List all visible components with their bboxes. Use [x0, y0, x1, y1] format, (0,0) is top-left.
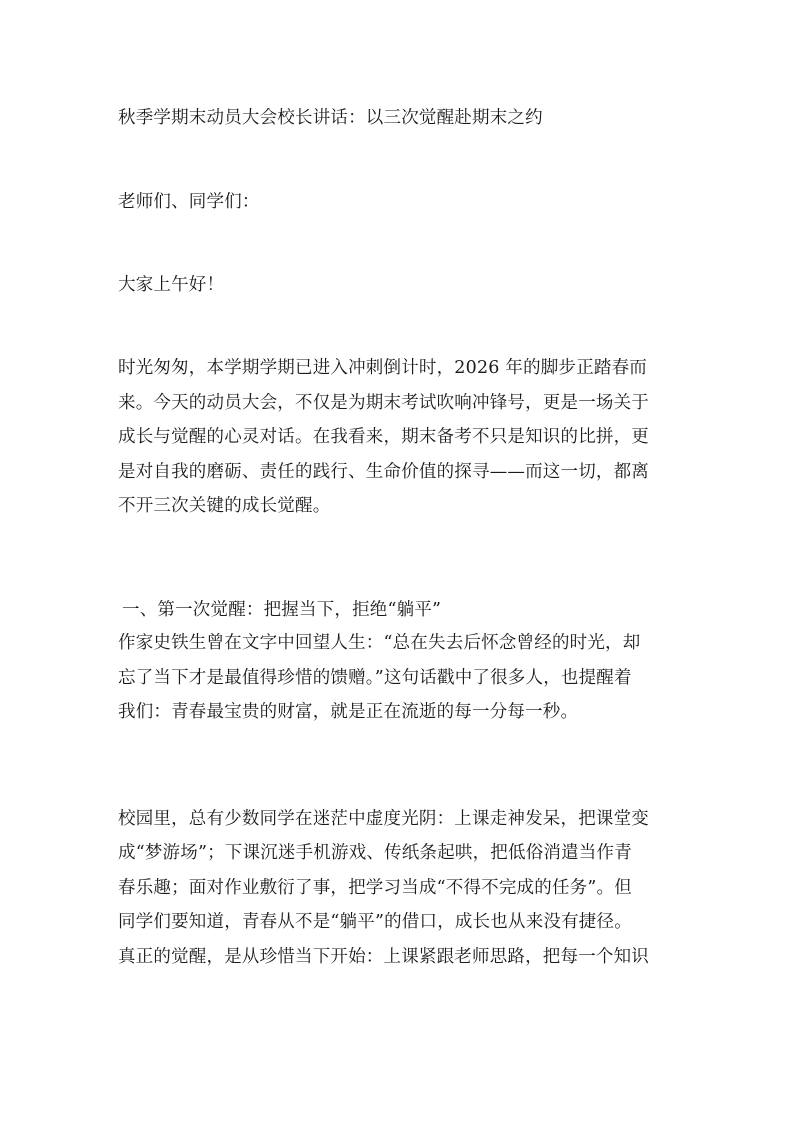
paragraph-line: 同学们要知道，青春从不是“躺平”的借口，成长也从来没有捷径。: [118, 912, 632, 932]
paragraph-line: 校园里，总有少数同学在迷茫中虚度光阴：上课走神发呆，把课堂变: [118, 809, 649, 829]
paragraph-line: 忘了当下才是最值得珍惜的馈赠。”这句话戳中了很多人，也提醒着: [118, 668, 632, 688]
greeting: 大家上午好！: [118, 275, 225, 295]
paragraph-line: 作家史铁生曾在文字中回望人生：“总在失去后怀念曾经的时光，却: [118, 633, 641, 653]
paragraph-line: 真正的觉醒，是从珍惜当下开始：上课紧跟老师思路，把每一个知识: [118, 947, 649, 967]
paragraph-line: 成“梦游场”；下课沉迷手机游戏、传纸条起哄，把低俗消遣当作青: [118, 843, 632, 863]
paragraph-line: 不开三次关键的成长觉醒。: [118, 496, 331, 516]
paragraph-line: 我们：青春最宝贵的财富，就是正在流逝的每一分每一秒。: [118, 702, 579, 722]
paragraph-line: 时光匆匆，本学期学期已进入冲刺倒计时，2026 年的脚步正踏春而: [118, 358, 647, 378]
document-title: 秋季学期末动员大会校长讲话：以三次觉醒赴期末之约: [118, 108, 543, 128]
paragraph-line: 是对自我的磨砺、责任的践行、生命价值的探寻——而这一切，都离: [118, 462, 649, 482]
paragraph-line: 春乐趣；面对作业敷衍了事，把学习当成“不得不完成的任务”。但: [118, 878, 632, 898]
paragraph-line: 来。今天的动员大会，不仅是为期末考试吹响冲锋号，更是一场关于: [118, 393, 649, 413]
section-heading: 一、第一次觉醒：把握当下，拒绝“躺平”: [122, 600, 442, 620]
salutation: 老师们、同学们：: [118, 192, 260, 212]
paragraph-line: 成长与觉醒的心灵对话。在我看来，期末备考不只是知识的比拼，更: [118, 427, 649, 447]
